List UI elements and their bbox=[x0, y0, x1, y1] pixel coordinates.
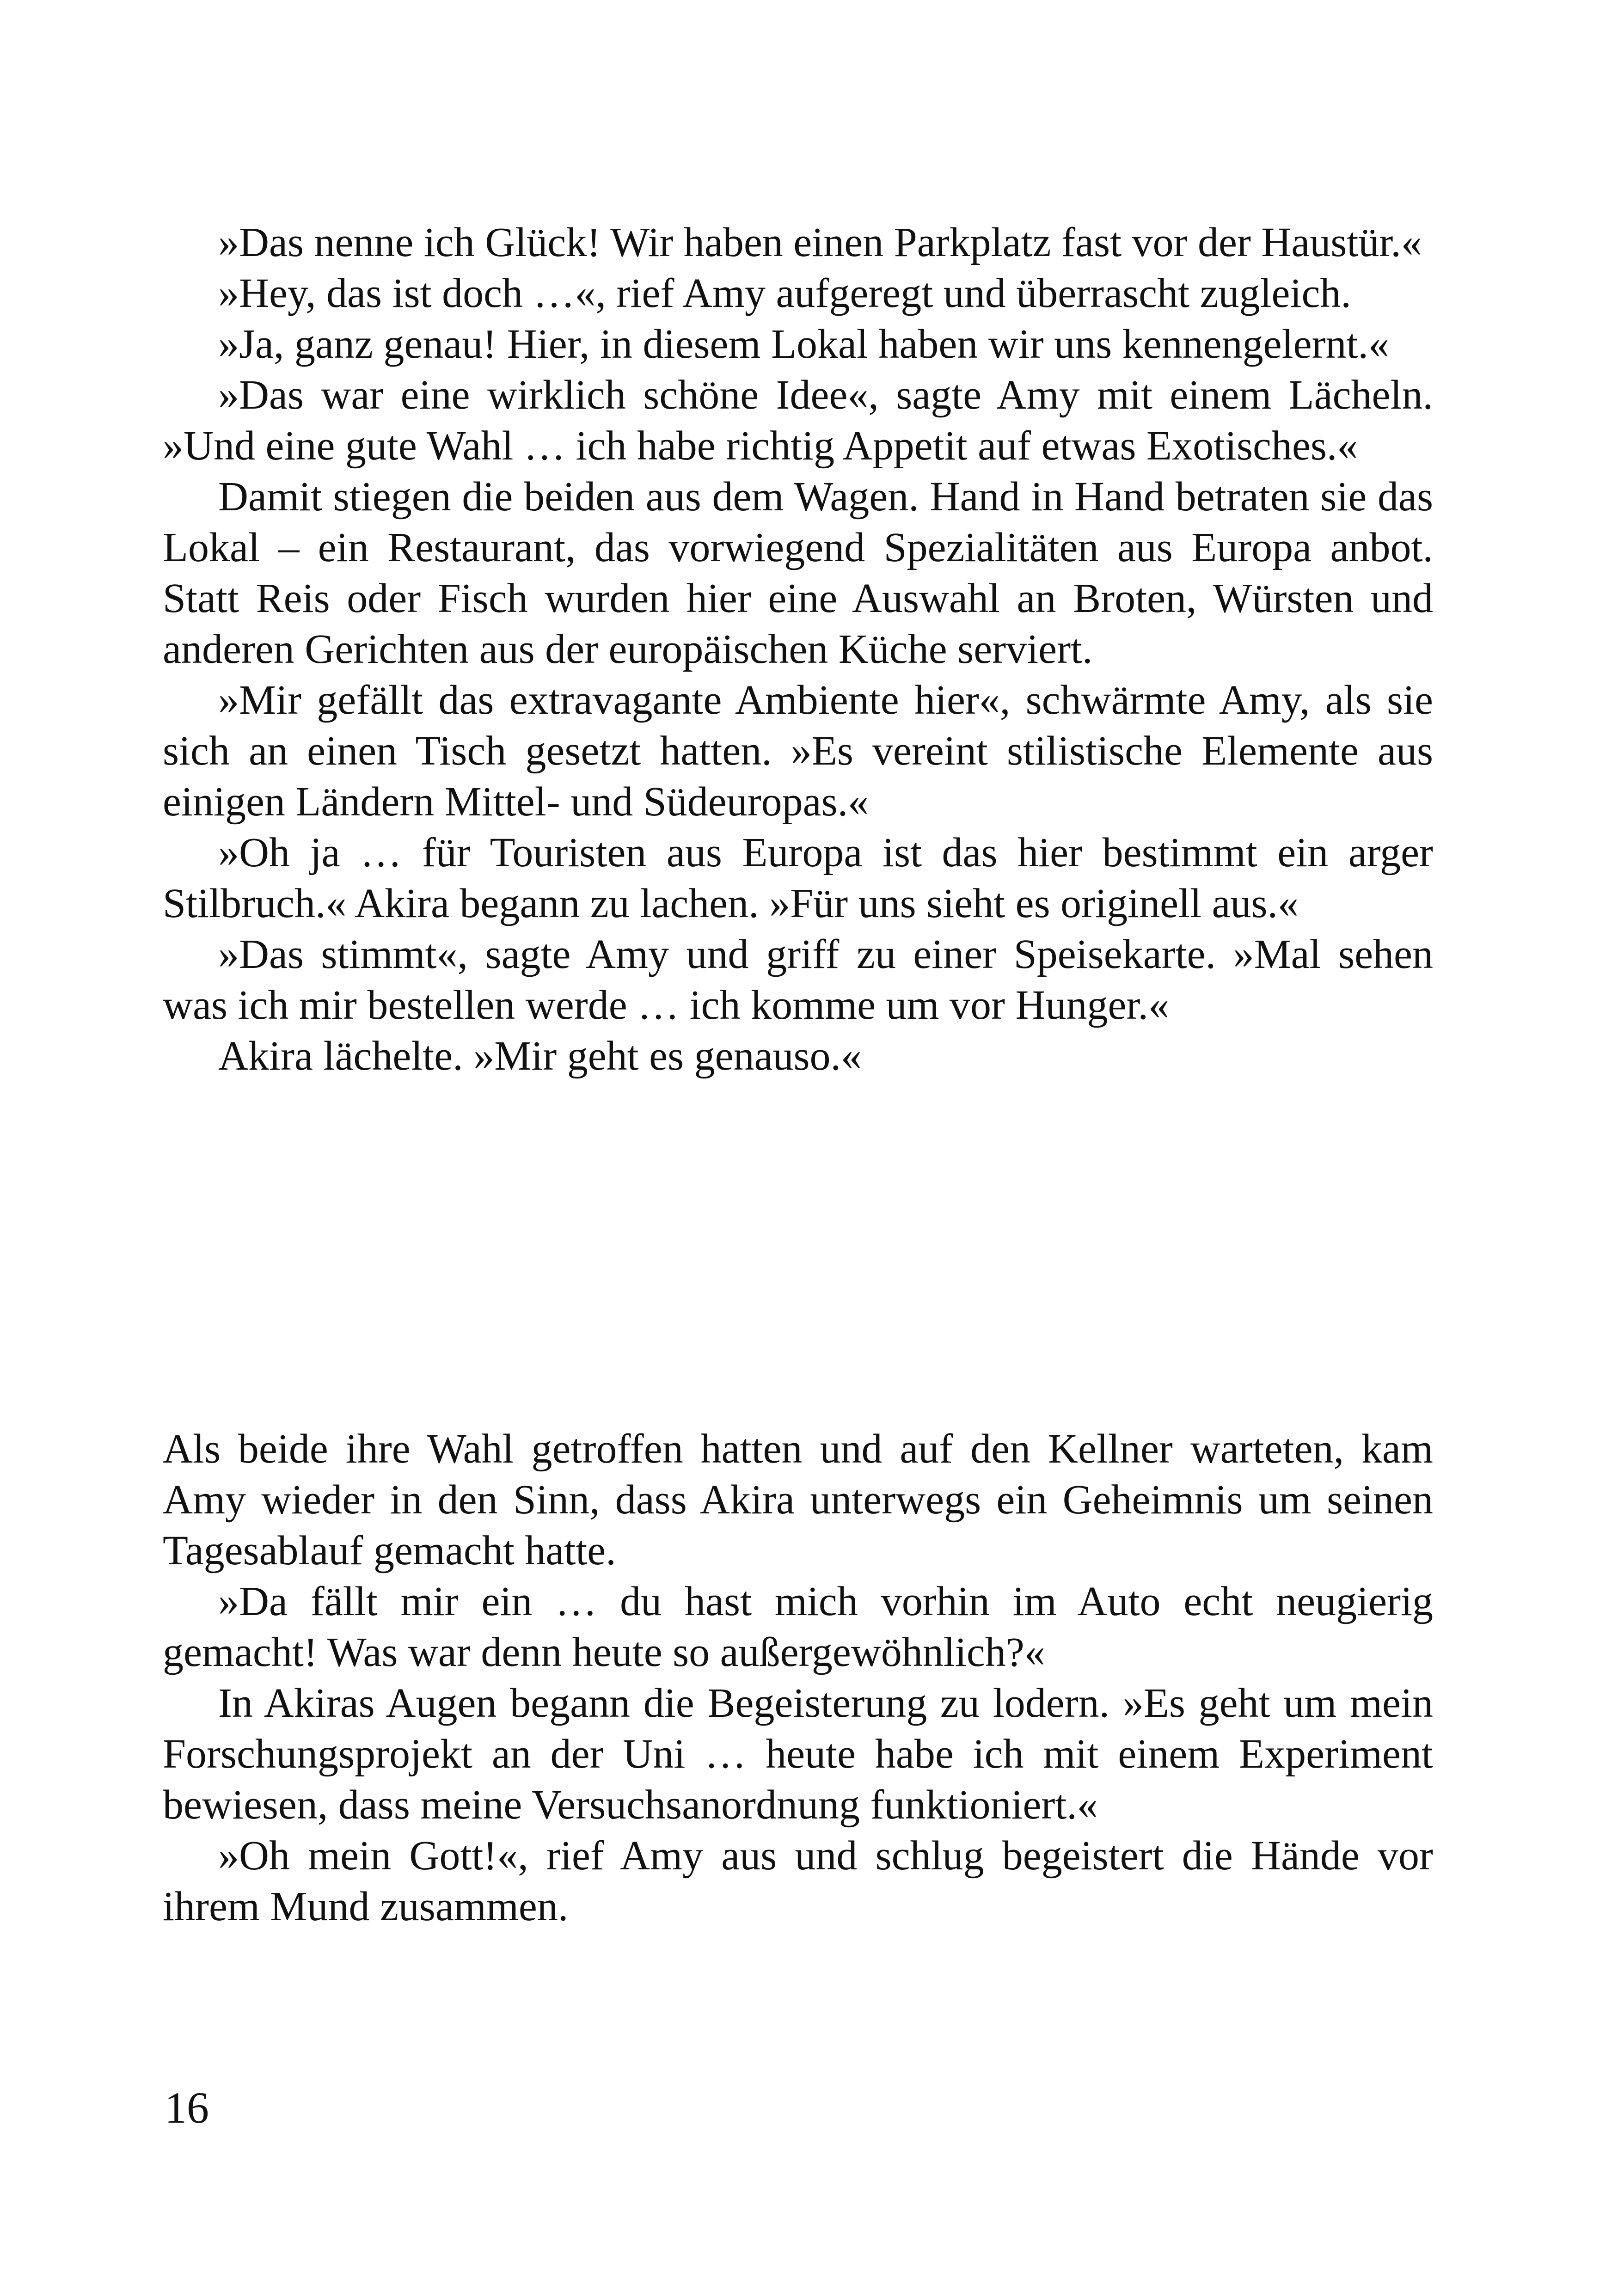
paragraph: »Hey, das ist doch …«, rief Amy aufgeregt und überrascht zugleich. bbox=[218, 270, 1351, 316]
paragraph: Damit stiegen die beiden aus dem Wagen. Hand in Hand betraten sie das Lokal – ein Restaurant, das vorwiegend Spezialitäten aus Europa anbot. Statt Reis oder Fisch wurden hier eine Auswahl an Broten, Würsten und anderen Gerichten aus der europäischen Küche serviert. bbox=[163, 474, 1433, 672]
text-section-1 bbox=[163, 217, 1433, 1082]
paragraph: Akira lächelte. »Mir geht es genauso.« bbox=[218, 1033, 862, 1079]
paragraph: »Das nenne ich Glück! Wir haben einen Parkplatz fast vor der Haustür.« bbox=[218, 220, 1422, 265]
paragraph: »Ja, ganz genau! Hier, in diesem Lokal haben wir uns kennengelernt.« bbox=[218, 321, 1390, 367]
page-number: 16 bbox=[165, 2083, 209, 2132]
text-section-2 bbox=[163, 1424, 1433, 1932]
paragraph: »Das war eine wirklich schöne Idee«, sagte Amy mit einem Lächeln. »Und eine gute Wahl … ich habe richtig Appetit auf etwas Exotisches.« bbox=[163, 372, 1433, 469]
paragraph: »Mir gefällt das extravagante Ambiente hier«, schwärmte Amy, als sie sich an einen Tisch gesetzt hatten. »Es vereint stilistische Elemente aus einigen Ländern Mittel- und Südeuropas.« bbox=[163, 677, 1433, 825]
paragraph: »Oh mein Gott!«, rief Amy aus und schlug begeistert die Hände vor ihrem Mund zusammen. bbox=[163, 1833, 1433, 1929]
paragraph: »Oh ja … für Touristen aus Europa ist das hier bestimmt ein arger Stilbruch.« Akira begann zu lachen. »Für uns sieht es originell aus.« bbox=[163, 830, 1433, 926]
paragraph: »Das stimmt«, sagte Amy und griff zu einer Speisekarte. »Mal sehen was ich mir bestellen werde … ich komme um vor Hunger.« bbox=[163, 931, 1433, 1028]
paragraph: »Da fällt mir ein … du hast mich vorhin im Auto echt neugierig gemacht! Was war denn heute so außergewöhnlich?« bbox=[163, 1579, 1433, 1675]
paragraph: Als beide ihre Wahl getroffen hatten und auf den Kellner warteten, kam Amy wieder in den Sinn, dass Akira unterwegs ein Geheimnis um seinen Tagesablauf gemacht hatte. bbox=[163, 1426, 1433, 1574]
paragraph: In Akiras Augen begann die Begeisterung zu lodern. »Es geht um mein Forschungsprojekt an der Uni … heute habe ich mit einem Experiment bewiesen, dass meine Versuchsanordnung funktioniert.« bbox=[163, 1680, 1433, 1828]
